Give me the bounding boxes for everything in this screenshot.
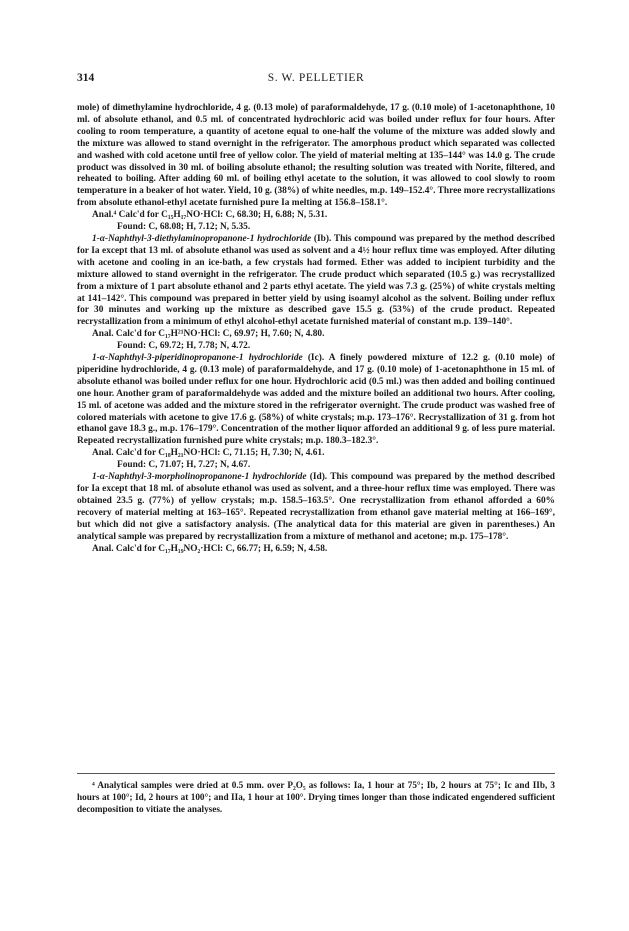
body-text	[77, 103, 555, 555]
paragraph-id-text: (Id). This compound was prepared by the method described for Ia except that 18 ml. of absolute ethanol was used as solvent, and a three-hour reflux time was employed. There was obtained 23.5 g. (77%) of yellow crystals; m.p. 158.5–163.5°. One recrystallization from ethanol afforded a 60% recovery of material melting at 163–165°. Repeated recrystallization from ethanol gave material melting at 166–169°, but which did not give a satisfactory analysis. (The analytical data for this material are given in parentheses.) An analytical sample was prepared by recrystallization from a mixture of methanol and acetone; m.p. 175–178°.	[77, 472, 555, 542]
analysis-calc-id: Anal. Calc'd for C₁₇H₁₉NO₂·HCl: C, 66.77; H, 6.59; N, 4.58.	[92, 543, 328, 554]
paragraph-ib-text: (Ib). This compound was prepared by the method described for Ia except that 13 ml. of absolute ethanol was used as solvent and a 4½ hour reflux time was employed. After diluting with acetone and cooling in an ice-bath, a few crystals had formed. Ether was added to incipient turbidity and the mixture allowed to stand overnight in the refrigerator. The crude product which separated (10.5 g.) was recrystallized from a mixture of 1 part absolute ethanol and 2 parts ethyl acetate. The yield was 7.3 g. (25%) of white crystals melting at 141–142°. This compound was prepared in better yield by using isoamyl alcohol as the solvent. Boiling under reflux for 30 minutes and working up the mixture as described gave 15.5 g. (53%) of the crude product. Repeated recrystallization from a minimum of ethyl alcohol-ethyl acetate furnished material of constant m.p. 139–140°.	[77, 233, 555, 328]
paragraph-ia-preparation: mole) of dimethylamine hydrochloride, 4 g. (0.13 mole) of paraformaldehyde, 17 g. (0.10 mole) of 1-acetonaphthone, 10 ml. of absolute ethanol, and 0.5 ml. of concentrated hydrochloric acid was boiled under reflux for four hours. After cooling to room temperature, a quantity of acetone equal to one-half the volume of the mixture was added slowly and the mixture was allowed to stand overnight in the refrigerator. The amorphous product which separated was collected and washed with cold acetone until free of yellow color. The yield of material melting at 135–144° was 14.0 g. The crude product was dissolved in 30 ml. of boiling absolute ethanol; the resulting solution was treated with Norite, filtered, and reheated to boiling. After adding 60 ml. of boiling ethyl acetate to the solution, it was allowed to cool slowly to room temperature in a beaker of hot water. Yield, 10 g. (38%) of white needles, m.p. 149–152.4°. Three more recrystallizations from absolute ethanol-ethyl acetate furnished pure Ia melting at 156.8–158.1°.	[77, 103, 555, 209]
analysis-calc-ic: Anal. Calc'd for C₁₈H₂₁NO·HCl: C, 71.15; H, 7.30; N, 4.61.	[92, 448, 325, 459]
footnote	[77, 780, 555, 815]
paragraph-ib-preparation	[77, 234, 555, 329]
analysis-found-ia: Found: C, 68.08; H, 7.12; N, 5.35.	[117, 222, 251, 233]
running-head: S. W. PELLETIER	[267, 72, 365, 84]
analysis-calc-ia: Anal.⁴ Calc'd for C₁₅H₁₇NO·HCl: C, 68.30; H, 6.88; N, 5.31.	[92, 210, 328, 221]
footnote-text: ⁴ Analytical samples were dried at 0.5 mm. over P₂O₅ as follows: Ia, 1 hour at 75°; Ib, 2 hours at 75°; Ic and IIb, 3 hours at 100°; Id, 2 hours at 100°; and IIa, 1 hour at 100°. Drying times longer than those indicated engendered sufficient decomposition to vitiate the analyses.	[77, 780, 555, 814]
paragraph-ic-text: (Ic). A finely powdered mixture of 12.2 g. (0.10 mole) of piperidine hydrochloride, 4 g. (0.13 mole) of paraformaldehyde, and 17 g. (0.10 mole) of 1-acetonaphthone in 15 ml. of absolute ethanol was boiled under reflux for one hour. Hydrochloric acid (0.5 ml.) was then added and boiling continued one hour. Another gram of paraformaldehyde was added and the mixture boiled an additional two hours. After cooling, 15 ml. of acetone was added and the mixture stored in the refrigerator overnight. The crude product was washed free of colored materials with acetone to give 17.6 g. (58%) of white crystals; m.p. 173–176°. Recrystallization of 31 g. from hot ethanol gave 18.3 g., m.p. 176–179°. Concentration of the mother liquor afforded an additional 9 g. of less pure material. Repeated recrystallization furnished pure white crystals; m.p. 180.3–182.3°.	[77, 353, 555, 447]
compound-title-ib: 1-α-Naphthyl-3-diethylaminopropanone-1 hydrochloride	[92, 233, 312, 244]
paragraph-ic-preparation	[77, 353, 555, 448]
page-header	[77, 71, 555, 85]
footnote-divider	[77, 773, 555, 774]
analysis-found-ic: Found: C, 71.07; H, 7.27; N, 4.67.	[117, 460, 251, 471]
compound-title-ic: 1-α-Naphthyl-3-piperidinopropanone-1 hydrochloride	[92, 353, 303, 364]
analysis-calc-ib: Anal. Calc'd for C₁₇H²¹NO·HCl: C, 69.97; H, 7.60; N, 4.80.	[92, 329, 325, 340]
page-number: 314	[77, 72, 95, 84]
compound-title-id: 1-α-Naphthyl-3-morpholinopropanone-1 hydrochloride	[92, 472, 307, 483]
analysis-found-ib: Found: C, 69.72; H, 7.78; N, 4.72.	[117, 341, 251, 352]
paragraph-id-preparation	[77, 472, 555, 543]
